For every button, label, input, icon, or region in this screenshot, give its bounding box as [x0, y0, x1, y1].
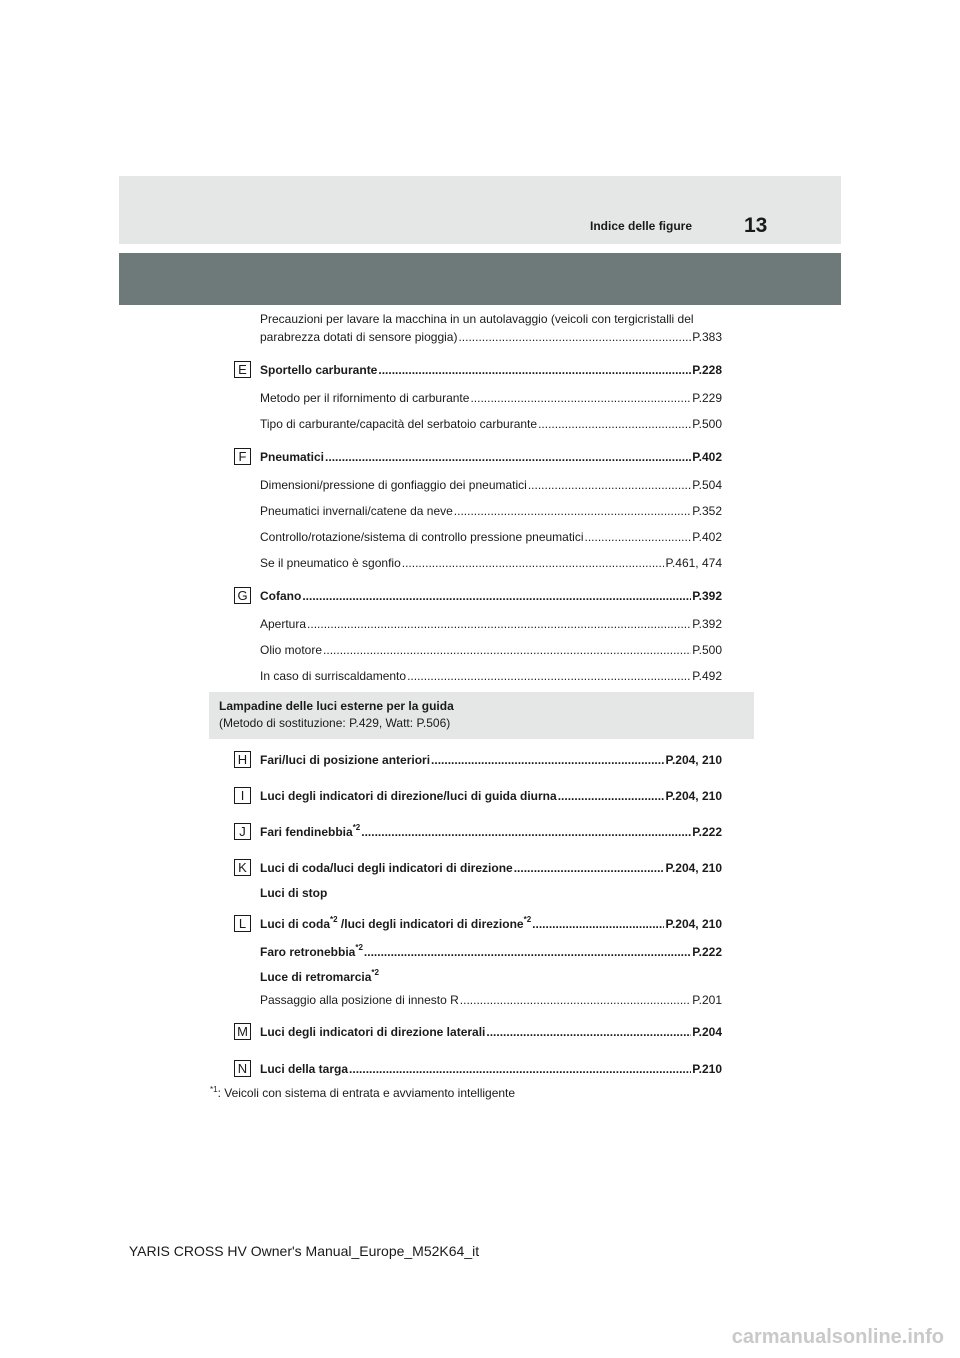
toc-entry-hood[interactable]: Cofano ..... P.392	[260, 589, 722, 604]
section-letter-g: G	[234, 587, 251, 604]
toc-entry[interactable]: In caso di surriscaldamento ..... P.492	[260, 669, 722, 684]
intro-line-1: Precauzioni per lavare la macchina in un autolavaggio (veicoli con tergicristalli del	[260, 312, 694, 326]
section-letter-h: H	[234, 751, 251, 768]
toc-entry-fuel-door[interactable]: Sportello carburante ..... P.228	[260, 363, 722, 378]
toc-entry[interactable]: Pneumatici invernali/catene da neve ..... P.352	[260, 504, 722, 519]
section-letter-k: K	[234, 859, 251, 876]
manual-footer: YARIS CROSS HV Owner's Manual_Europe_M52K64_it	[128, 1243, 480, 1259]
toc-entry-plate-lights[interactable]: Luci della targa ..... P.210	[260, 1062, 722, 1077]
toc-entry-reverse-light[interactable]: Luce di retromarcia$^{*2}$	[260, 968, 379, 984]
section-letter-j: J	[234, 823, 251, 840]
section-title: Indice delle figure	[590, 219, 693, 233]
intro-entry[interactable]: parabrezza dotati di sensore pioggia) ..... P.383	[260, 330, 722, 345]
section-letter-l: L	[234, 915, 251, 932]
section-letter-m: M	[234, 1023, 251, 1040]
section-letter-n: N	[234, 1060, 251, 1077]
toc-entry-rear-fog[interactable]: Faro retronebbia$^{*2}$ ..... P.222	[260, 945, 722, 960]
toc-entry-headlights[interactable]: Fari/luci di posizione anteriori ..... P.204, 210	[260, 753, 722, 768]
toc-entry[interactable]: Tipo di carburante/capacità del serbatoio carburante ..... P.500	[260, 417, 722, 432]
toc-entry[interactable]: Dimensioni/pressione di gonfiaggio dei pneumatici ..... P.504	[260, 478, 722, 493]
toc-entry-fog-lights[interactable]: Fari fendinebbia$^{*2}$ ..... P.222	[260, 825, 722, 840]
toc-entry[interactable]: Apertura ..... P.392	[260, 617, 722, 632]
toc-entry[interactable]: Se il pneumatico è sgonfio ..... P.461, 474	[260, 556, 722, 571]
toc-entry-rear-lights[interactable]: Luci di coda$^{*2}$ /luci degli indicatori di direzione$^{*2}$ ..... P.204, 210	[260, 917, 722, 932]
toc-entry[interactable]: Controllo/rotazione/sistema di controllo pressione pneumatici ..... P.402	[260, 530, 722, 545]
toc-entry-side-signals[interactable]: Luci degli indicatori di direzione laterali ..... P.204	[260, 1025, 722, 1040]
toc-entry-stop-lights[interactable]: Luci di stop	[260, 886, 328, 900]
toc-entry-turn-signals[interactable]: Luci degli indicatori di direzione/luci di guida diurna ..... P.204, 210	[260, 789, 722, 804]
section-letter-f: F	[234, 448, 251, 465]
footnote: $^{*1}$: Veicoli con sistema di entrata e avviamento intelligente	[210, 1085, 516, 1100]
watermark: carmanualsonline.info	[731, 1326, 944, 1348]
toc-entry-tires[interactable]: Pneumatici ..... P.402	[260, 450, 722, 465]
header-bar	[119, 176, 841, 244]
header-band	[119, 253, 841, 305]
section-letter-e: E	[234, 361, 251, 378]
lamp-box-subtitle: (Metodo di sostituzione: P.429, Watt: P.506)	[219, 716, 451, 730]
toc-entry[interactable]: Passaggio alla posizione di innesto R ..... P.201	[260, 993, 722, 1008]
toc-entry-tail-lights[interactable]: Luci di coda/luci degli indicatori di direzione ..... P.204, 210	[260, 861, 722, 876]
toc-entry[interactable]: Olio motore ..... P.500	[260, 643, 722, 658]
section-letter-i: I	[234, 787, 251, 804]
toc-entry[interactable]: Metodo per il rifornimento di carburante ..... P.229	[260, 391, 722, 406]
page-number: 13	[744, 214, 768, 237]
lamp-box-title: Lampadine delle luci esterne per la guida	[219, 699, 454, 713]
